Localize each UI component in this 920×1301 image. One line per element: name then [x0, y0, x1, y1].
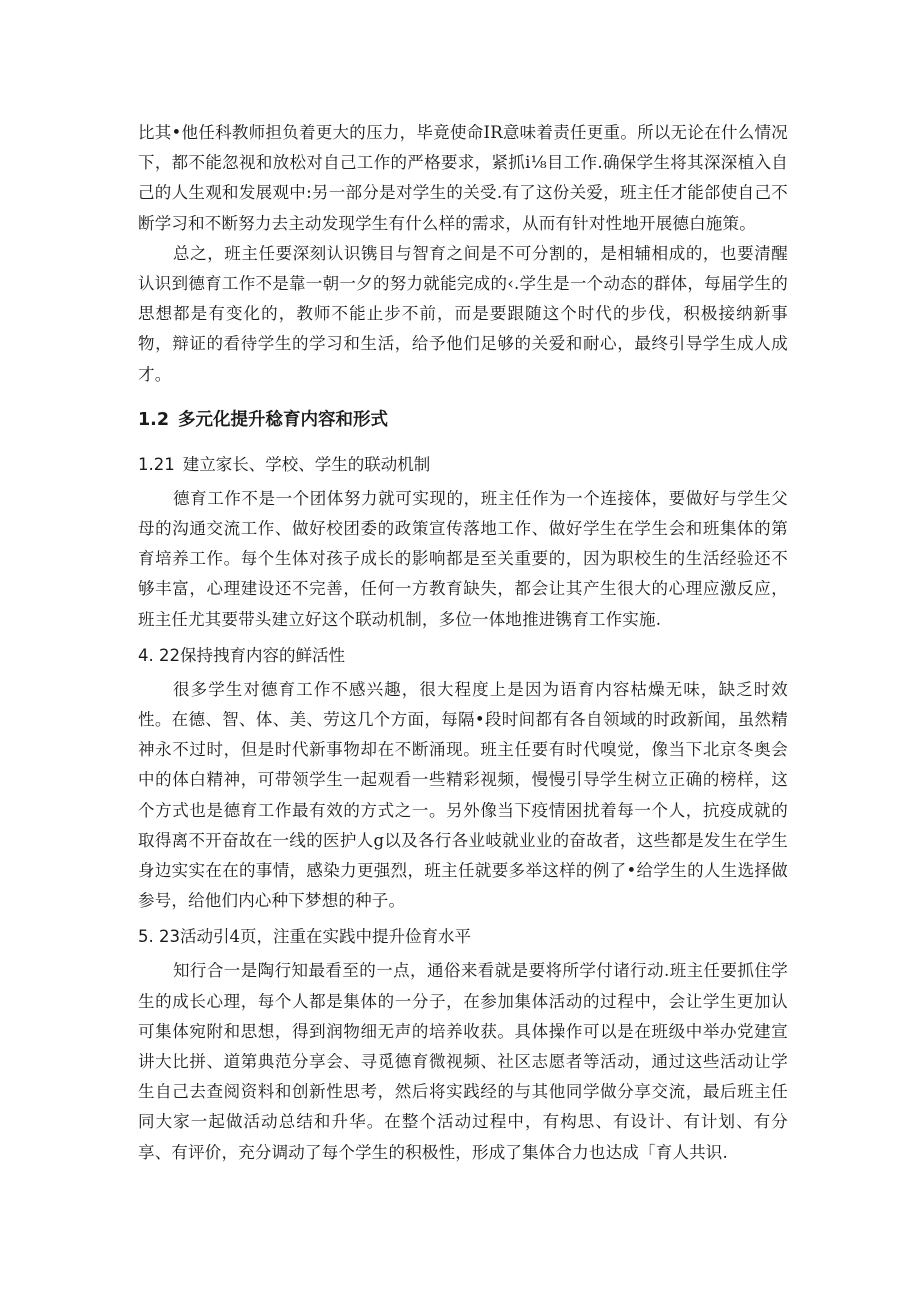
subsection-number: 5. 23: [138, 927, 180, 947]
subsection-heading-1-21: [138, 450, 788, 480]
subsection-title: 活动引4页，注重在实践中提升俭育水平: [179, 927, 471, 947]
subsection-title: 建立家长、学校、学生的联动机制: [182, 454, 431, 474]
document-body: [138, 118, 788, 1168]
subsection-heading-5-23: [138, 922, 788, 952]
subsection-number: 1.21: [138, 454, 175, 474]
paragraph-linkage: 德育工作不是一个团体努力就可实现的，班主任作为一个连接体，要做好与学生父母的沟通交流工作、做好校团委的政策宣传落地工作、做好学生在学生会和班集体的第育培养工作。每个生体对孩子成长的影响都是至关重要的，因为职校生的生活经验还不够丰富，心理建设还不完善，任何一方教育缺失，都会让其产生很大的心理应激反应，班主任尤其要带头建立好这个联动机制，多位一体地推进镌育工作实施.: [138, 488, 788, 629]
section-number: 1.2: [138, 409, 170, 430]
paragraph-continuation: 比其•他任科教师担负着更大的压力，毕竟使命IR意味着责任更重。所以无论在什么情况下，都不能忽视和放松对自己工作的严格要求，紧抓i⅛目工作.确保学生将其深深植入自己的人生观和发展观中:另一部分是对学生的关受.有了这份关爱，班主任才能郃使自己不断学习和不断努力去主动发现学生有什么样的需求，从而有针对性地开展德白施策。: [138, 123, 788, 233]
paragraph-freshness: 很多学生对德育工作不感兴趣，很大程度上是因为语育内容枯燥无味，缺乏时效性。在德、智、体、美、劳这几个方面，每隔•段时间都有各自领域的时政新闻，虽然精神永不过时，但是时代新事物却在不断涌现。班主任要有时代嗅觉，像当下北京冬奥会中的体白精神，可带领学生一起观看一些精彩视频，慢慢引导学生树立正确的榜样，这个方式也是德育工作最有效的方式之一。另外像当下疫情困扰着每一个人，抗疫成就的取得离不开奋故在一线的医护人g以及各行各业岐就业业的奋故者，这些都是发生在学生身边实实在在的事情，感染力更强烈，班主任就要多举这样的例了•给学生的人生选择做参号，给他们内心种下梦想的种子。: [138, 679, 788, 911]
paragraph-summary: 总之，班主任要深刻认识镌目与智育之间是不可分割的，是相辅相成的，也要清醒认识到德育工作不是靠一朝一夕的努力就能完成的‹.学生是一个动态的群体，每届学生的思想都是有变化的，教师不能止步不前，而是要跟随这个时代的步伐，积极接纳新事物，辩证的看待学生的学习和生活，给予他们足够的关爱和耐心，最终引导学生成人成才。: [138, 243, 788, 384]
subsection-heading-4-22: [138, 641, 788, 671]
section-heading-1-2: [138, 404, 788, 444]
subsection-title: 保持拽育内容的鲜活性: [179, 645, 345, 665]
subsection-number: 4. 22: [138, 645, 180, 665]
section-title: 多元化提升稔育内容和形式: [178, 409, 388, 430]
paragraph-activities: 知行合一是陶行知最看至的一点，通俗来看就是要将所学付诸行动.班主任要抓住学生的成长心理，每个人都是集体的一分子，在参加集体活动的过程中，会让学生更加认可集体宛附和思想，得到润物细无声的培养收获。具体操作可以是在班级中举办党建宣讲大比拼、道第典范分享会、寻觅德育微视频、社区志愿者等活动，通过这些活动让学生自己去查阅资料和创新性思考，然后将实践经的与其他同学做分享交流，最后班主任同大家一起做活动总结和升华。在整个活动过程中，有构思、有设计、有计划、有分享、有评价，充分调动了每个学生的积极性，形成了集体合力也达成「育人共识.: [138, 961, 788, 1162]
